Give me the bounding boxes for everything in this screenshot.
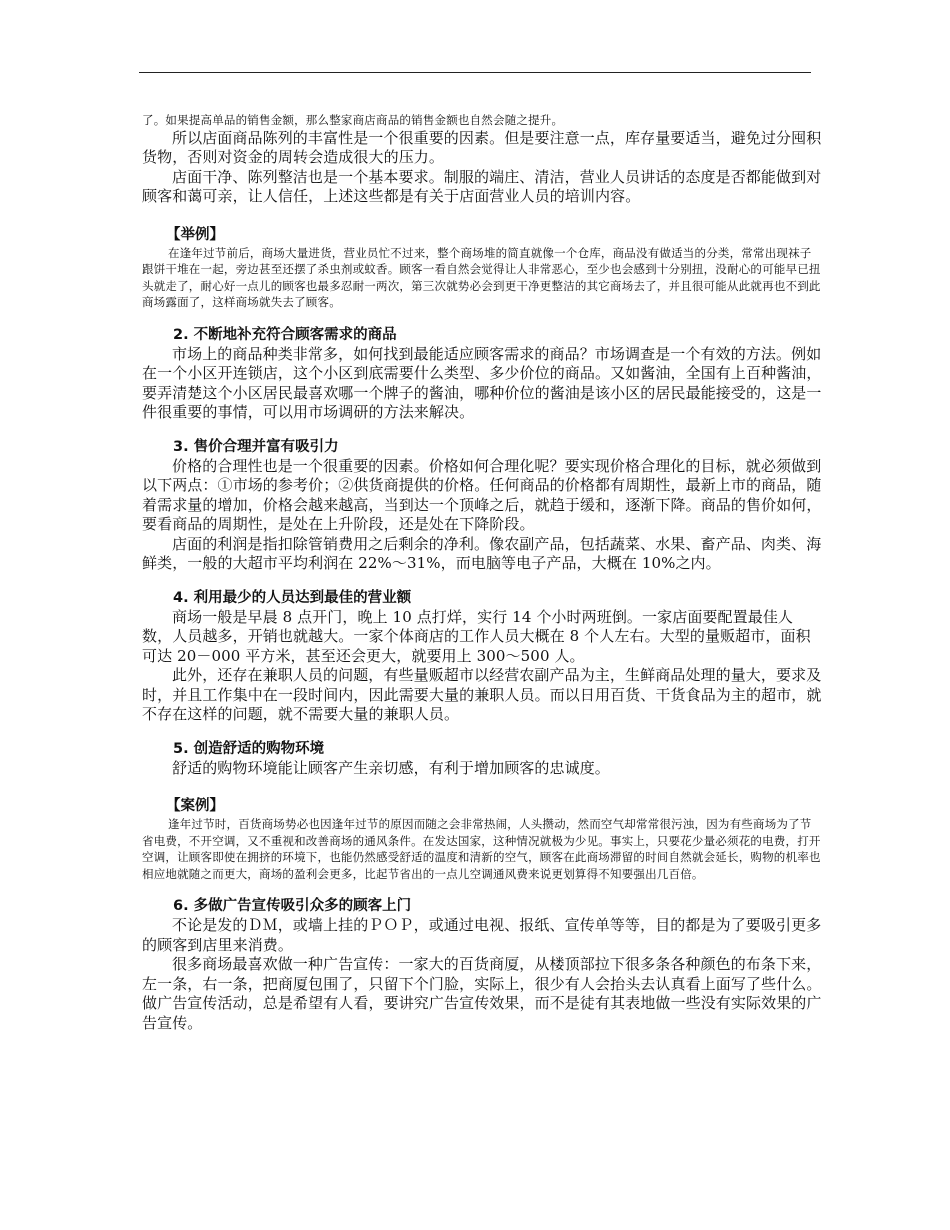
document-page [142, 112, 822, 1033]
header-rule [139, 72, 811, 73]
section-3-heading: 3. 售价合理并富有吸引力 [173, 438, 339, 455]
case-text: 逢年过节时，百货商场势必也因逢年过节的原因而随之会非常热闹，人头攒动，然而空气却常常很污浊，因为有些商场为了节省电费，不开空调，又不重视和改善商场的通风条件。在发达国家，这种情况就极为少见。事实上，只要花少量必须花的电费，打开空调，让顾客即使在拥挤的环境下，也能仍然感受舒适的温度和清新的空气，顾客在此商场滞留的时间自然就会延长，购物的机率也相应地就随之而更大，商场的盈利会更多，比起节省出的一点儿空调通风费来说更划算得不知要强出几百倍。 [142, 817, 821, 881]
paragraph-richness: 所以店面商品陈列的丰富性是一个很重要的因素。但是要注意一点，库存量要适当，避免过分囤积货物，否则对资金的周转会造成很大的压力。 [142, 128, 822, 166]
paragraph-clean: 店面干净、陈列整洁也是一个基本要求。制服的端庄、清洁，营业人员讲话的态度是否都能做到对顾客和蔼可亲，让人信任，上述这些都是有关于店面营业人员的培训内容。 [142, 167, 822, 205]
section-2-paragraph: 市场上的商品种类非常多，如何找到最能适应顾客需求的商品？市场调查是一个有效的方法。例如在一个小区开连锁店，这个小区到底需要什么类型、多少价位的商品。又如酱油，全国有上百种酱油，要弄清楚这个小区居民最喜欢哪一个牌子的酱油，哪种价位的酱油是该小区的居民最能接受的，这是一件很重要的事情，可以用市场调研的方法来解决。 [142, 344, 822, 421]
section-2-heading: 2. 不断地补充符合顾客需求的商品 [173, 326, 397, 343]
intro-line: 了。如果提高单品的销售金额，那么整家商店商品的销售金额也自然会随之提升。 [142, 113, 564, 127]
section-6-paragraph-2: 很多商场最喜欢做一种广告宣传：一家大的百货商厦，从楼顶部拉下很多条各种颜色的布条下来，左一条，右一条，把商厦包围了，只留下个门脸，实际上，很少有人会抬头去认真看上面写了些什么。做广告宣传活动，总是希望有人看，要讲究广告宣传效果，而不是徒有其表地做一些没有实际效果的广告宣传。 [142, 955, 822, 1032]
case-label: 【案例】 [166, 798, 224, 814]
example-label: 【举例】 [166, 226, 224, 243]
example-text: 在逢年过节前后，商场大量进货，营业员忙不过来，整个商场堆的简直就像一个仓库，商品没有做适当的分类，常常出现袜子跟饼干堆在一起，旁边甚至还摆了杀虫剂或蚊香。顾客一看自然会觉得让人非常恶心，至少也会感到十分别扭，没耐心的可能早已扭头就走了，耐心好一点儿的顾客也最多忍耐一两次，第三次就势必会到更干净更整洁的其它商场去了，并且很可能从此就再也不到此商场露面了，这样商场就失去了顾客。 [142, 245, 821, 309]
section-5-paragraph: 舒适的购物环境能让顾客产生亲切感，有利于增加顾客的忠诚度。 [172, 758, 610, 777]
section-6-paragraph-1: 不论是发的ＤＭ，或墙上挂的ＰＯＰ，或通过电视、报纸、宣传单等等，目的都是为了要吸引更多的顾客到店里来消费。 [142, 916, 822, 954]
section-3-paragraph-2: 店面的利润是指扣除管销费用之后剩余的净利。像农副产品，包括蔬菜、水果、畜产品、肉类、海鲜类，一般的大超市平均利润在 22%～31%，而电脑等电子产品，大概在 10%之内。 [142, 534, 822, 572]
section-5-heading: 5. 创造舒适的购物环境 [173, 740, 325, 757]
section-4-paragraph-2: 此外，还存在兼职人员的问题，有些量贩超市以经营农副产品为主，生鲜商品处理的量大，要求及时，并且工作集中在一段时间内，因此需要大量的兼职人员。而以日用百货、干货食品为主的超市，就不存在这样的问题，就不需要大量的兼职人员。 [142, 666, 822, 723]
section-6-heading: 6. 多做广告宣传吸引众多的顾客上门 [173, 898, 412, 914]
section-4-paragraph-1: 商场一般是早晨 8 点开门，晚上 10 点打烊，实行 14 个小时两班倒。一家店面要配置最佳人数，人员越多，开销也就越大。一家个体商店的工作人员大概在 8 个人左右。大型的量贩超市，面积可达 20－000 平方米，甚至还会更大，就要用上 300～500 人。 [142, 607, 811, 665]
section-3-paragraph-1: 价格的合理性也是一个很重要的因素。价格如何合理化呢？要实现价格合理化的目标，就必须做到以下两点：①市场的参考价；②供货商提供的价格。任何商品的价格都有周期性，最新上市的商品，随着需求量的增加，价格会越来越高，当到达一个顶峰之后，就趋于缓和，逐渐下降。商品的售价如何，要看商品的周期性，是处在上升阶段，还是处在下降阶段。 [142, 456, 822, 533]
section-4-heading: 4. 利用最少的人员达到最佳的营业额 [173, 589, 412, 606]
